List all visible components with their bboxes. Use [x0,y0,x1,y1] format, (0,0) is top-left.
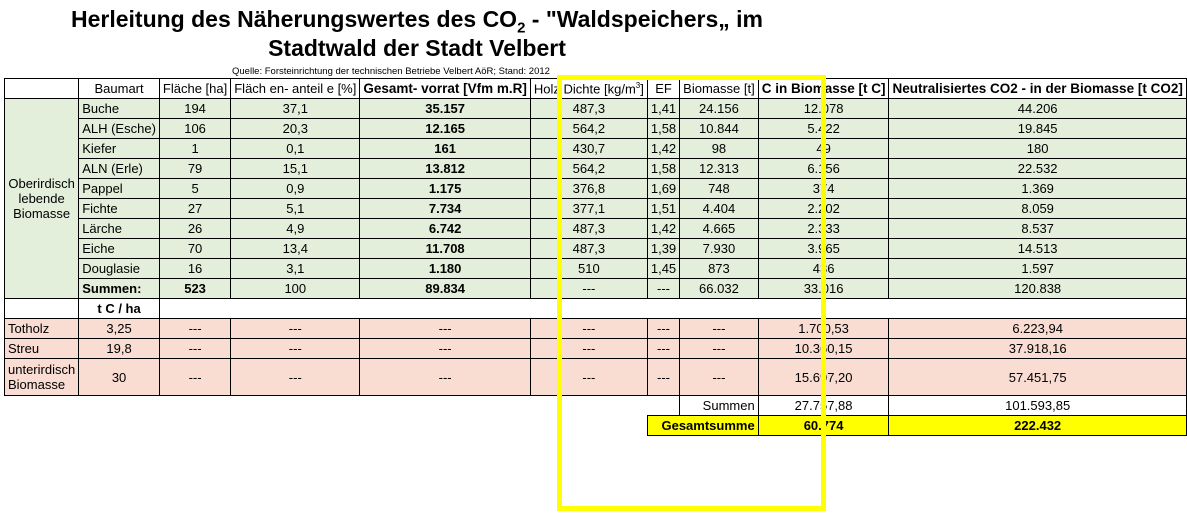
group-label: Oberirdisch lebende Biomasse [5,99,79,299]
species-dichte: 510 [530,259,647,279]
title-text-a: Herleitung des Näherungswertes des CO [71,6,518,32]
species-ef: 1,42 [647,139,679,159]
header-anteil: Fläch en- anteil e [%] [231,79,360,99]
species-row [5,119,1187,139]
species-biomasse: 4.404 [680,199,759,219]
gesamt-row [5,416,1187,436]
species-c: 12.078 [758,99,889,119]
species-row [5,219,1187,239]
summen-c: 33.016 [758,279,889,299]
species-flaeche: 1 [159,139,230,159]
species-name: Fichte [79,199,160,219]
species-vorrat: 11.708 [360,239,531,259]
summen2-co2: 101.593,85 [889,396,1186,416]
tc-ha-empty [5,299,79,319]
species-ef: 1,42 [647,219,679,239]
pool-dash: --- [159,339,230,359]
species-anteil: 20,3 [231,119,360,139]
header-baumart: Baumart [79,79,160,99]
species-name: ALH (Esche) [79,119,160,139]
species-co2: 22.532 [889,159,1186,179]
species-name: Kiefer [79,139,160,159]
gesamt-c: 60.774 [758,416,889,436]
summen-anteil: 100 [231,279,360,299]
species-dichte: 487,3 [530,219,647,239]
pool-co2: 6.223,94 [889,319,1186,339]
species-name: Buche [79,99,160,119]
species-dichte: 377,1 [530,199,647,219]
summen-vorrat: 89.834 [360,279,531,299]
gesamt-label: Gesamtsumme [647,416,758,436]
tc-ha-label: t C / ha [79,299,160,319]
species-dichte: 430,7 [530,139,647,159]
species-c: 49 [758,139,889,159]
summen-biomasse: 66.032 [680,279,759,299]
species-row [5,259,1187,279]
species-name: Lärche [79,219,160,239]
pool-row [5,359,1187,396]
species-c: 2.333 [758,219,889,239]
species-vorrat: 35.157 [360,99,531,119]
pool-dash: --- [360,339,531,359]
species-name: Douglasie [79,259,160,279]
pool-dash: --- [360,359,531,396]
pool-tc: 30 [79,359,160,396]
pool-c: 10.360,15 [758,339,889,359]
pool-c: 15.697,20 [758,359,889,396]
species-flaeche: 26 [159,219,230,239]
species-row [5,99,1187,119]
species-row [5,239,1187,259]
species-ef: 1,58 [647,159,679,179]
species-anteil: 4,9 [231,219,360,239]
species-vorrat: 1.175 [360,179,531,199]
species-vorrat: 12.165 [360,119,531,139]
species-c: 2.202 [758,199,889,219]
gesamt-co2: 222.432 [889,416,1186,436]
species-anteil: 15,1 [231,159,360,179]
pool-row [5,319,1187,339]
summen2-row [5,396,1187,416]
species-c: 436 [758,259,889,279]
pool-dash: --- [231,319,360,339]
species-vorrat: 7.734 [360,199,531,219]
species-co2: 19.845 [889,119,1186,139]
pool-dash: --- [159,359,230,396]
species-anteil: 0,1 [231,139,360,159]
species-co2: 8.537 [889,219,1186,239]
species-biomasse: 873 [680,259,759,279]
carbon-table [4,78,1187,436]
summen-co2: 120.838 [889,279,1186,299]
pool-co2: 57.451,75 [889,359,1186,396]
header-ef: EF [647,79,679,99]
species-flaeche: 16 [159,259,230,279]
species-biomasse: 748 [680,179,759,199]
pool-tc: 3,25 [79,319,160,339]
species-row [5,139,1187,159]
title-text-b: - "Waldspeichers„ im [525,6,763,32]
species-co2: 8.059 [889,199,1186,219]
species-co2: 180 [889,139,1186,159]
pool-dash: --- [680,339,759,359]
species-dichte: 564,2 [530,159,647,179]
species-co2: 1.369 [889,179,1186,199]
species-row [5,179,1187,199]
title-line-2: Stadtwald der Stadt Velbert [268,35,566,61]
header-c-biomasse: C in Biomasse [t C] [758,79,889,99]
other-body [5,319,1187,396]
species-ef: 1,51 [647,199,679,219]
species-row [5,159,1187,179]
pool-label: unterirdisch Biomasse [5,359,79,396]
species-vorrat: 1.180 [360,259,531,279]
species-c: 3.965 [758,239,889,259]
pool-dash: --- [231,339,360,359]
source-note: Quelle: Forsteinrichtung der technischen Betriebe Velbert AöR; Stand: 2012 [232,66,550,77]
species-vorrat: 161 [360,139,531,159]
summen2-label: Summen [680,396,759,416]
header-co2: Neutralisiertes CO2 - in der Biomasse [t CO2] [889,79,1186,99]
summen-dichte: --- [530,279,647,299]
pool-dash: --- [647,339,679,359]
species-row [5,199,1187,219]
species-flaeche: 70 [159,239,230,259]
pool-dash: --- [231,359,360,396]
species-co2: 14.513 [889,239,1186,259]
species-dichte: 376,8 [530,179,647,199]
species-name: ALN (Erle) [79,159,160,179]
pool-c: 1.700,53 [758,319,889,339]
species-biomasse: 4.665 [680,219,759,239]
species-biomasse: 7.930 [680,239,759,259]
species-ef: 1,39 [647,239,679,259]
species-anteil: 5,1 [231,199,360,219]
pool-dash: --- [530,319,647,339]
pool-co2: 37.918,16 [889,339,1186,359]
title-subscript: 2 [517,19,526,37]
summen-label: Summen: [79,279,160,299]
species-dichte: 487,3 [530,99,647,119]
pool-tc: 19,8 [79,339,160,359]
species-dichte: 564,2 [530,119,647,139]
species-dichte: 487,3 [530,239,647,259]
species-ef: 1,58 [647,119,679,139]
pool-dash: --- [360,319,531,339]
species-c: 5.422 [758,119,889,139]
species-flaeche: 79 [159,159,230,179]
species-name: Pappel [79,179,160,199]
header-row [5,79,1187,99]
header-biomasse: Biomasse [t] [680,79,759,99]
species-name: Eiche [79,239,160,259]
species-vorrat: 6.742 [360,219,531,239]
species-co2: 44.206 [889,99,1186,119]
tc-ha-row [5,299,1187,319]
summen-ef: --- [647,279,679,299]
pool-dash: --- [647,359,679,396]
summen-flaeche: 523 [159,279,230,299]
pool-dash: --- [159,319,230,339]
species-biomasse: 12.313 [680,159,759,179]
species-biomasse: 10.844 [680,119,759,139]
species-flaeche: 27 [159,199,230,219]
summen-row [5,279,1187,299]
header-dichte: Holz Dichte $[kg/m^3]$ [530,79,647,99]
header-flaeche: Fläche [ha] [159,79,230,99]
pool-dash: --- [530,359,647,396]
species-co2: 1.597 [889,259,1186,279]
species-anteil: 13,4 [231,239,360,259]
species-vorrat: 13.812 [360,159,531,179]
species-biomasse: 98 [680,139,759,159]
pool-row [5,339,1187,359]
species-flaeche: 194 [159,99,230,119]
species-ef: 1,41 [647,99,679,119]
pool-dash: --- [647,319,679,339]
species-ef: 1,69 [647,179,679,199]
gesamt-blank [5,416,648,436]
pool-label: Streu [5,339,79,359]
species-c: 374 [758,179,889,199]
species-flaeche: 5 [159,179,230,199]
pool-dash: --- [530,339,647,359]
species-biomasse: 24.156 [680,99,759,119]
species-body [5,99,1187,299]
summen2-blank [5,396,680,416]
header-empty [5,79,79,99]
species-c: 6.156 [758,159,889,179]
species-anteil: 37,1 [231,99,360,119]
header-vorrat: Gesamt- vorrat [Vfm m.R] [360,79,531,99]
species-anteil: 3,1 [231,259,360,279]
summen2-c: 27.757,88 [758,396,889,416]
species-flaeche: 106 [159,119,230,139]
species-ef: 1,45 [647,259,679,279]
pool-label: Totholz [5,319,79,339]
species-anteil: 0,9 [231,179,360,199]
tc-ha-filler [159,299,1186,319]
pool-dash: --- [680,319,759,339]
pool-dash: --- [680,359,759,396]
